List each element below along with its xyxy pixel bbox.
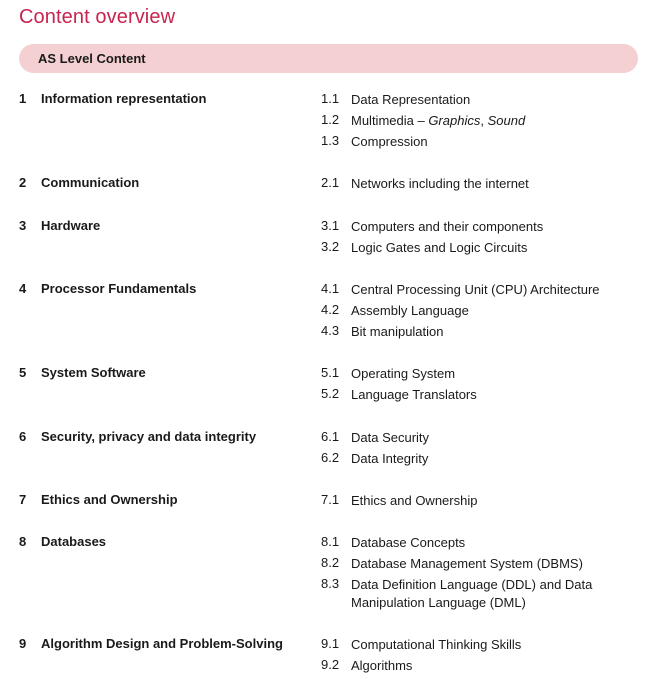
topic-number: 4 [19,281,27,296]
subtopic-number: 5.2 [321,386,340,401]
topic-title: Communication [41,175,140,190]
topic-title: Security, privacy and data integrity [41,429,257,444]
subtopic-number: 4.1 [321,281,340,296]
subtopic-text: Operating System [351,366,456,381]
subtopic-number: 3.1 [321,218,340,233]
subtopic-number: 3.2 [321,239,340,254]
subtopic-number: 1.2 [321,112,340,127]
subtopic-number: 4.2 [321,302,340,317]
subtopic-number: 8.2 [321,555,340,570]
subtopic-text: Database Management System (DBMS) [351,556,583,571]
subtopic-item [321,576,666,616]
subtopic-item [321,175,666,196]
topic-title: Hardware [41,218,101,233]
subtopic-text: Data Security [351,430,430,445]
subtopic-item [321,239,666,260]
subtopic-item [321,450,666,471]
topic-title: Information representation [41,91,207,106]
subtopic-item [321,133,666,154]
subtopic-number: 5.1 [321,365,340,380]
subtopic-text: Computers and their components [351,219,544,234]
subtopic-item [321,636,666,657]
subtopic-text: Compression [351,134,428,149]
subtopic-item [321,365,666,386]
subtopic-text: Algorithms [351,658,413,673]
subtopic-item [321,555,666,576]
subtopic-number: 8.1 [321,534,340,549]
subtopic-text: Ethics and Ownership [351,493,478,508]
subtopic-text: Language Translators [351,387,477,402]
subtopic-text: Networks including the internet [351,176,529,191]
subtopic-item [321,534,666,555]
subtopic-text: Computational Thinking Skills [351,637,522,652]
subtopic-item [321,112,666,133]
subtopic-item [321,492,666,513]
subtopic-item [321,281,666,302]
topic-number: 6 [19,429,27,444]
subtopic-item [321,657,666,678]
topic-title: Databases [41,534,107,549]
subtopic-text: Logic Gates and Logic Circuits [351,240,528,255]
subtopic-number: 7.1 [321,492,340,507]
topic-title: Processor Fundamentals [41,281,197,296]
topic-number: 7 [19,492,27,507]
page-title: Content overview [19,6,176,28]
subtopic-number: 9.1 [321,636,340,651]
topic-number: 8 [19,534,27,549]
subtopic-item [321,218,666,239]
subtopic-text: Data Representation [351,92,471,107]
subtopic-text: Database Concepts [351,535,466,550]
subtopic-number: 6.2 [321,450,340,465]
section-banner-label: AS Level Content [38,51,146,66]
subtopic-number: 9.2 [321,657,340,672]
subtopic-number: 4.3 [321,323,340,338]
subtopic-text: Data Integrity [351,451,429,466]
subtopic-text: Multimedia – Graphics, Sound [351,113,526,128]
subtopic-item [321,386,666,407]
subtopic-number: 1.3 [321,133,340,148]
subtopic-number: 8.3 [321,576,340,591]
subtopic-item [321,323,666,344]
subtopic-text: Bit manipulation [351,324,444,339]
subtopic-text: Data Definition Language (DDL) and Data Manipulation Language (DML) [351,577,593,610]
subtopic-number: 6.1 [321,429,340,444]
subtopic-item [321,302,666,323]
topic-number: 2 [19,175,27,190]
subtopic-text: Central Processing Unit (CPU) Architecture [351,282,600,297]
topic-number: 9 [19,636,27,651]
subtopic-text: Assembly Language [351,303,469,318]
topic-title: Algorithm Design and Problem-Solving [41,636,283,651]
topic-number: 3 [19,218,27,233]
topic-title: System Software [41,365,146,380]
subtopic-number: 1.1 [321,91,340,106]
topic-number: 1 [19,91,27,106]
subtopic-item [321,91,666,112]
topic-title: Ethics and Ownership [41,492,178,507]
topic-number: 5 [19,365,27,380]
subtopic-item [321,429,666,450]
subtopic-number: 2.1 [321,175,340,190]
